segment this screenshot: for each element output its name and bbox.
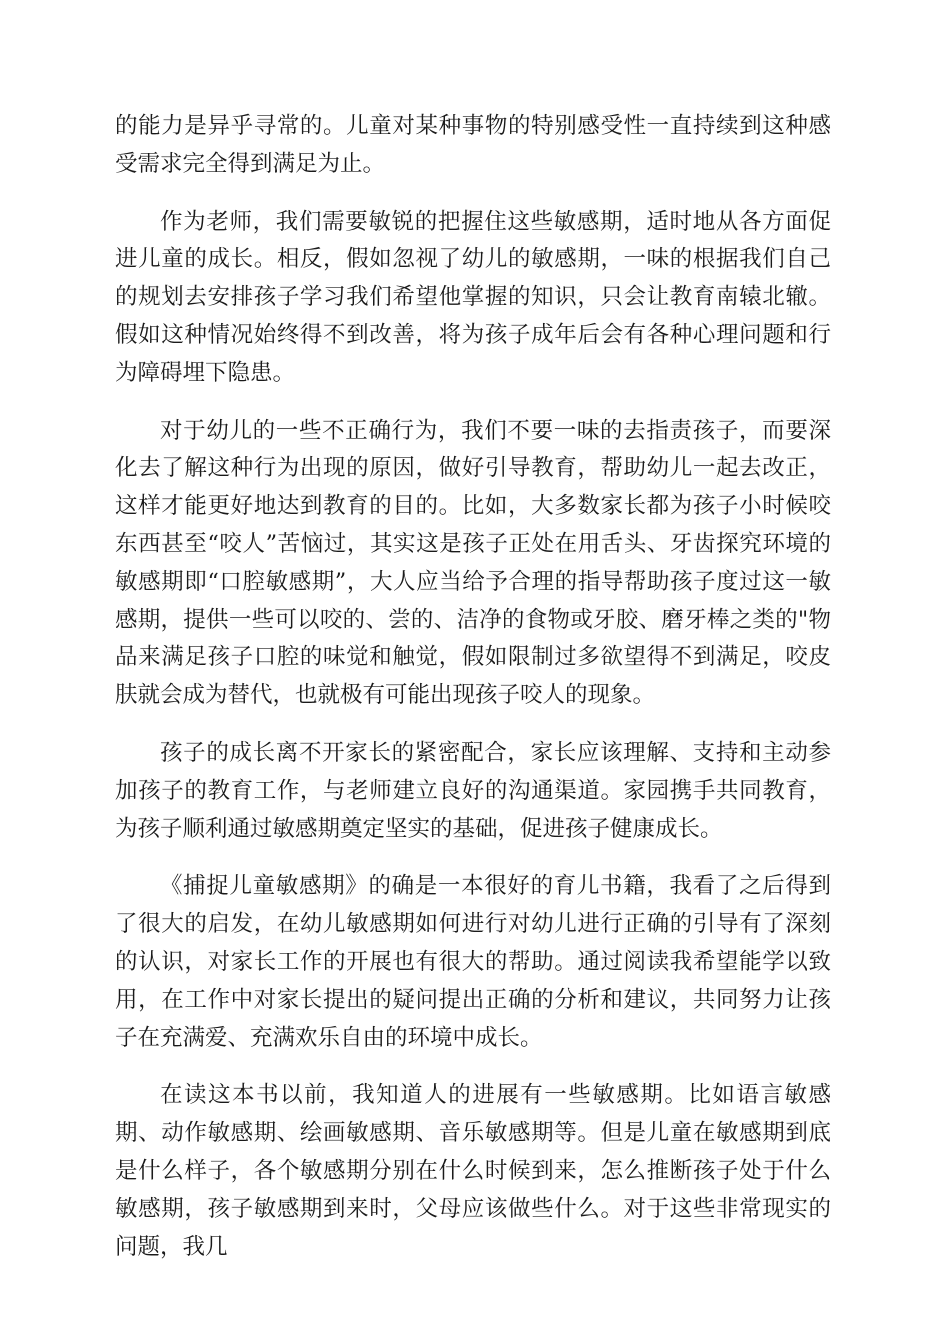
- paragraph-4: 孩子的成长离不开家长的紧密配合，家长应该理解、支持和主动参加孩子的教育工作，与老师建立良好的沟通渠道。家园携手共同教育，为孩子顺利通过敏感期奠定坚实的基础，促进孩子健康成长。: [115, 739, 831, 842]
- paragraph-3: 对于幼儿的一些不正确行为，我们不要一味的去指责孩子，而要深化去了解这种行为出现的原因，做好引导教育，帮助幼儿一起去改正，这样才能更好地达到教育的目的。比如，大多数家长都为孩子小时候咬东西甚至“咬人”苦恼过，其实这是孩子正处在用舌头、牙齿探究环境的敏感期即“口腔敏感期”，大人应当给予合理的指导帮助孩子度过这一敏感期，提供一些可以咬的、尝的、洁净的食物或牙胶、磨牙棒之类的"物品来满足孩子口腔的味觉和触觉，假如限制过多欲望得不到满足，咬皮肤就会成为替代，也就极有可能出现孩子咬人的现象。: [115, 417, 831, 709]
- document-body: [115, 108, 831, 1286]
- paragraph-5: 《捕捉儿童敏感期》的确是一本很好的育儿书籍，我看了之后得到了很大的启发，在幼儿敏感期如何进行对幼儿进行正确的引导有了深刻的认识，对家长工作的开展也有很大的帮助。通过阅读我希望能学以致用，在工作中对家长提出的疑问提出正确的分析和建议，共同努力让孩子在充满爱、充满欢乐自由的环境中成长。: [115, 873, 831, 1051]
- paragraph-6: 在读这本书以前，我知道人的进展有一些敏感期。比如语言敏感期、动作敏感期、绘画敏感期、音乐敏感期等。但是儿童在敏感期到底是什么样子，各个敏感期分别在什么时候到来，怎么推断孩子处于什么敏感期，孩子敏感期到来时，父母应该做些什么。对于这些非常现实的问题，我几: [115, 1082, 831, 1260]
- paragraph-2: 作为老师，我们需要敏锐的把握住这些敏感期，适时地从各方面促进儿童的成长。相反，假如忽视了幼儿的敏感期，一味的根据我们自己的规划去安排孩子学习我们希望他掌握的知识，只会让教育南辕北辙。假如这种情况始终得不到改善，将为孩子成年后会有各种心理问题和行为障碍埋下隐患。: [115, 208, 831, 386]
- paragraph-1: 的能力是异乎寻常的。儿童对某种事物的特别感受性一直持续到这种感受需求完全得到满足为止。: [115, 113, 831, 177]
